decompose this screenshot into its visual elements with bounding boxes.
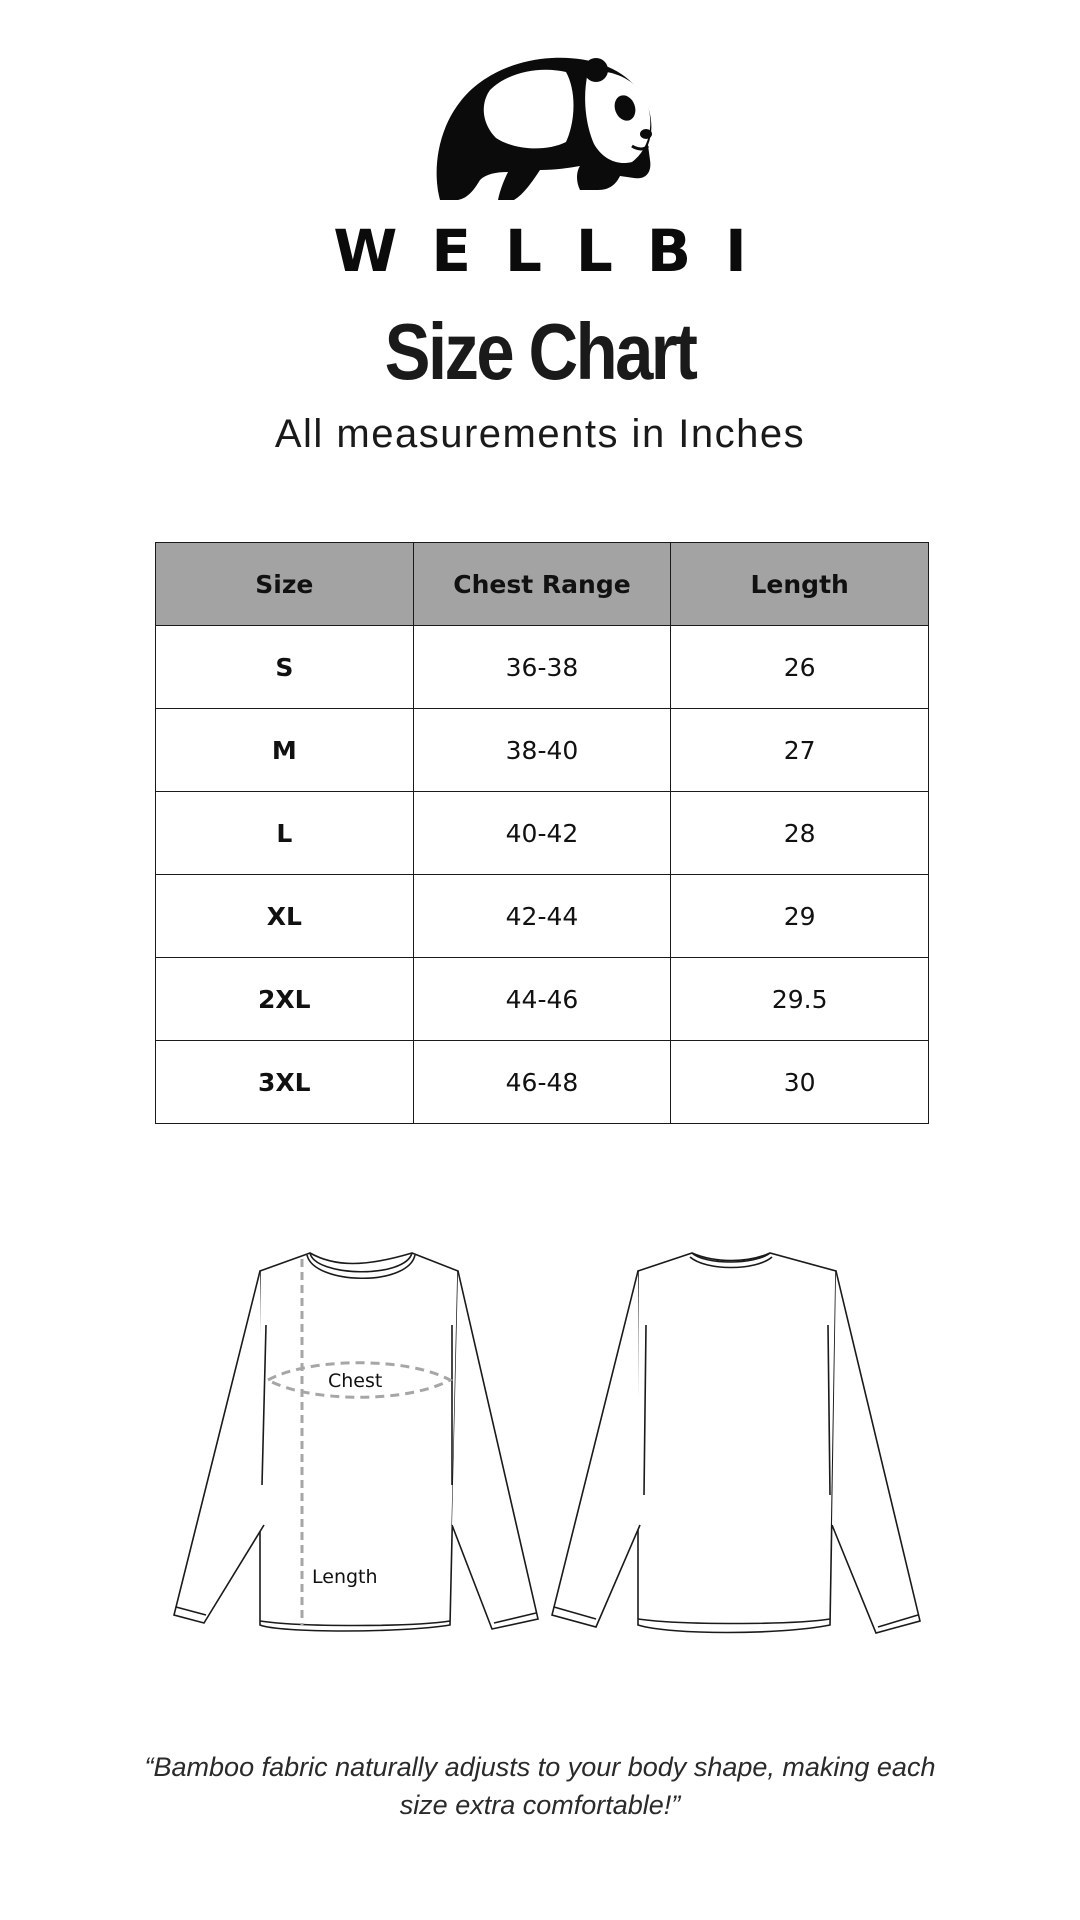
chest-label: Chest xyxy=(328,1370,383,1392)
page-title: Size Chart xyxy=(384,307,696,396)
length-cell: 28 xyxy=(671,792,929,875)
length-label: Length xyxy=(312,1566,378,1588)
length-cell: 29 xyxy=(671,875,929,958)
size-cell: XL xyxy=(156,875,414,958)
size-cell: 2XL xyxy=(156,958,414,1041)
chest-cell: 42-44 xyxy=(413,875,671,958)
shirt-diagram xyxy=(150,1245,930,1645)
length-cell: 27 xyxy=(671,709,929,792)
length-cell: 30 xyxy=(671,1041,929,1124)
table-header-row xyxy=(156,543,929,626)
chest-cell: 46-48 xyxy=(413,1041,671,1124)
size-table xyxy=(155,542,929,1124)
size-cell: 3XL xyxy=(156,1041,414,1124)
size-cell: S xyxy=(156,626,414,709)
footer-quote: “Bamboo fabric naturally adjusts to your body shape, making each size extra comfortable!” xyxy=(144,1752,936,1820)
brand-name: WELLBI xyxy=(333,217,781,285)
chest-cell: 44-46 xyxy=(413,958,671,1041)
table-row xyxy=(156,1041,929,1124)
table-row xyxy=(156,792,929,875)
table-row xyxy=(156,958,929,1041)
length-cell: 26 xyxy=(671,626,929,709)
length-cell: 29.5 xyxy=(671,958,929,1041)
chest-cell: 40-42 xyxy=(413,792,671,875)
table-row xyxy=(156,875,929,958)
table-row xyxy=(156,626,929,709)
column-header-chest: Chest Range xyxy=(413,543,671,626)
logo xyxy=(0,50,1080,200)
page-subtitle: All measurements in Inches xyxy=(274,412,806,456)
size-cell: L xyxy=(156,792,414,875)
size-cell: M xyxy=(156,709,414,792)
chest-cell: 38-40 xyxy=(413,709,671,792)
shirt-back-icon xyxy=(552,1253,920,1633)
table-row xyxy=(156,709,929,792)
panda-logo-icon xyxy=(420,50,660,200)
column-header-length: Length xyxy=(671,543,929,626)
column-header-size: Size xyxy=(156,543,414,626)
chest-cell: 36-38 xyxy=(413,626,671,709)
